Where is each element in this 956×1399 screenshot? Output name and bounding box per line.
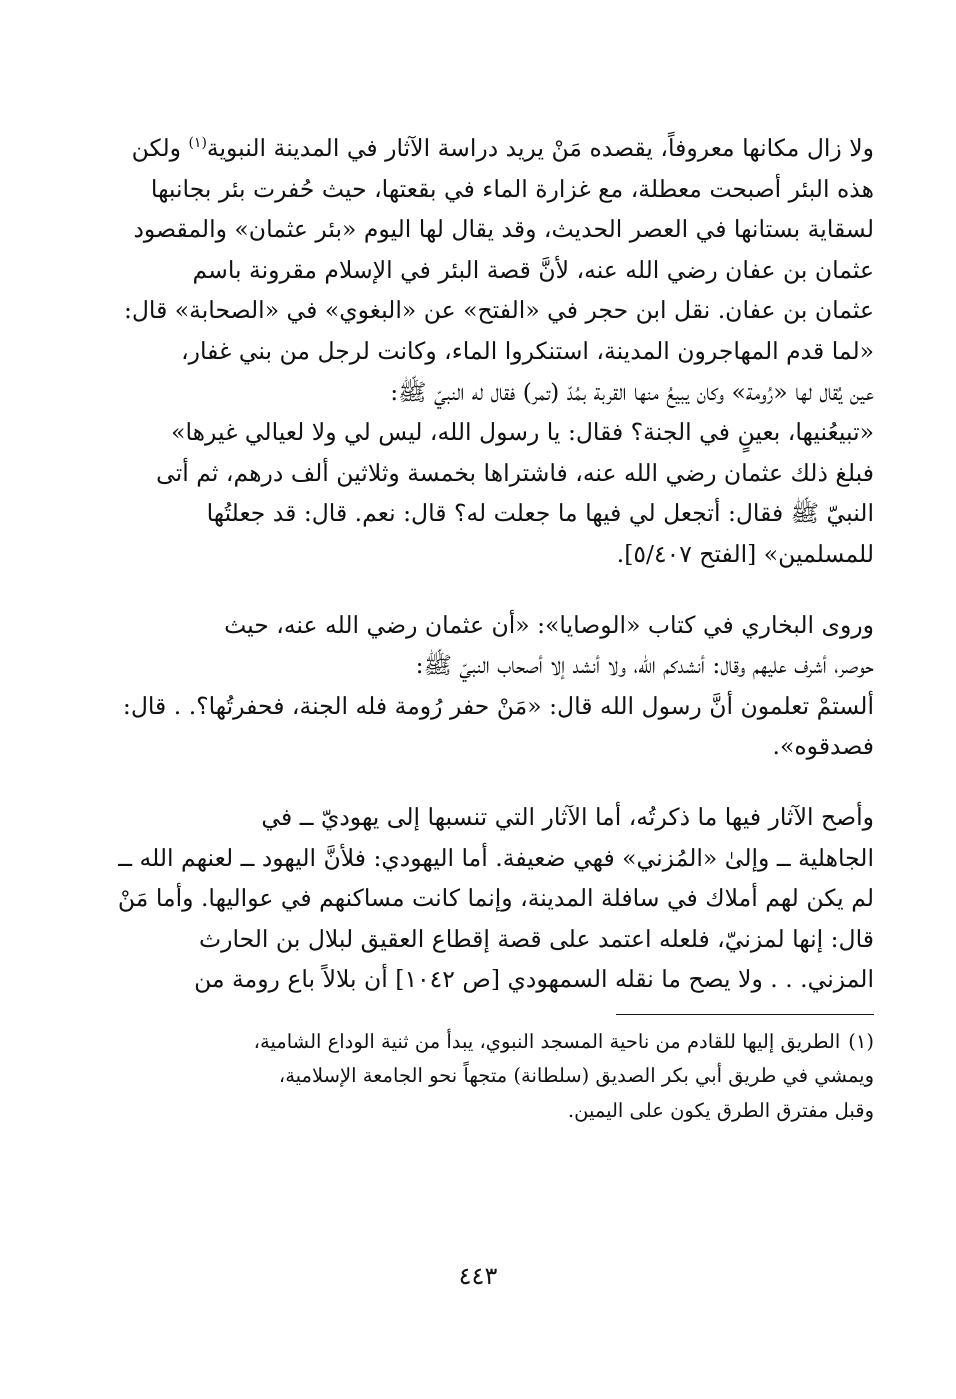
paragraph-2 bbox=[82, 605, 874, 767]
paragraph-1-line-1 bbox=[82, 128, 874, 169]
page-number: ٤٤٣ bbox=[458, 1262, 498, 1290]
paragraph-3-line-5: المزني. . . ولا يصح ما نقله السمهودي [ص ١٠٤٢] أن بلالاً باع رومة من bbox=[194, 965, 874, 994]
footnote-line-2: ويمشي في طريق أبي بكر الصديق (سلطانة) متجهاً نحو الجامعة الإسلامية، bbox=[278, 1064, 874, 1088]
paragraph-1-line-11: للمسلمين» [الفتح ٥/٤٠٧]. bbox=[616, 539, 874, 568]
paragraph-1 bbox=[82, 128, 874, 575]
footnote-mark: (١) bbox=[848, 1029, 874, 1053]
paragraph-3-line-1: وأصح الآثار فيها ما ذكرتُه، أما الآثار التي تنسبها إلى يهوديّ ــ في bbox=[261, 802, 874, 831]
paragraph-1-line-9: فبلغ ذلك عثمان رضي الله عنه، فاشتراها بخمسة وثلاثين ألف درهم، ثم أتى bbox=[156, 458, 874, 487]
footnote-line-1 bbox=[82, 1025, 874, 1060]
paragraph-1-line-8: «تبيعُنيها، بعينٍ في الجنة؟ فقال: يا رسول الله، ليس لي ولا لعيالي غيرها» bbox=[171, 418, 874, 447]
paragraph-1-line-3: لسقاية بستانها في العصر الحديث، وقد يقال لها اليوم «بئر عثمان» والمقصود bbox=[133, 215, 874, 244]
line-text: ولا زال مكانها معروفاً، يقصده مَنْ يريد دراسة الآثار في المدينة النبوية bbox=[206, 134, 874, 162]
footnote-line-3: وقبل مفترق الطرق يكون على اليمين. bbox=[567, 1098, 874, 1122]
line-tail: ولكن bbox=[131, 134, 189, 162]
paragraph-1-line-7: عين يُقال لها «رُومة» وكان يبيعُ منها القربة بمُدّ (تمر) فقال له النبيّ ﷺ: bbox=[390, 377, 874, 406]
paragraph-1-line-2: هذه البئر أصبحت معطلة، مع غزارة الماء في بقعتها، حيث حُفرت بئر بجانبها bbox=[150, 174, 874, 203]
paragraph-1-line-5: عثمان بن عفان. نقل ابن حجر في «الفتح» عن «البغوي» في «الصحابة» قال: bbox=[123, 296, 874, 325]
paragraph-3-line-4: قال: إنها لمزنيّ، فلعله اعتمد على قصة إقطاع العقيق لبلال بن الحارث bbox=[198, 924, 874, 953]
paragraph-1-line-4: عثمان بن عفان رضي الله عنه، لأنَّ قصة البئر في الإسلام مقرونة باسم bbox=[192, 255, 874, 284]
paragraph-3-line-3: لم يكن لهم أملاك في سافلة المدينة، وإنما كانت مساكنهم في عواليها. وأما مَنْ bbox=[117, 884, 874, 913]
paragraph-2-line-3: ألستمْ تعلمون أنَّ رسول الله قال: «مَنْ حفر رُومة فله الجنة، فحفرتُها؟. . قال: bbox=[122, 691, 874, 720]
paragraph-3 bbox=[82, 797, 874, 1000]
paragraph-2-line-1: وروى البخاري في كتاب «الوصايا»: «أن عثمان رضي الله عنه، حيث bbox=[224, 610, 874, 639]
footnote-reference: (١) bbox=[188, 135, 207, 152]
paragraph-3-line-2: الجاهلية ــ وإلىٰ «المُزني» فهي ضعيفة. أما اليهودي: فلأنَّ اليهود ــ لعنهم الله ــ bbox=[118, 843, 874, 872]
paragraph-1-line-10: النبيّ ﷺ فقال: أتجعل لي فيها ما جعلت له؟ قال: نعم. قال: قد جعلتُها bbox=[206, 499, 874, 528]
footnote-divider bbox=[616, 1014, 874, 1015]
footnote-line-text: الطريق إليها للقادم من ناحية المسجد النبوي، يبدأ من ثنية الوداع الشامية، bbox=[253, 1029, 841, 1053]
paragraph-2-line-2: حوصر، أشرف عليهم وقال: أنشدكم الله، ولا أنشد إلا أصحاب النبيّ ﷺ: bbox=[415, 651, 874, 680]
paragraph-2-line-4: فصدقوه». bbox=[772, 732, 874, 761]
paragraph-1-line-6: «لما قدم المهاجرون المدينة، استنكروا الماء، وكانت لرجل من بني غفار، bbox=[181, 336, 874, 365]
footnote bbox=[82, 1025, 874, 1129]
